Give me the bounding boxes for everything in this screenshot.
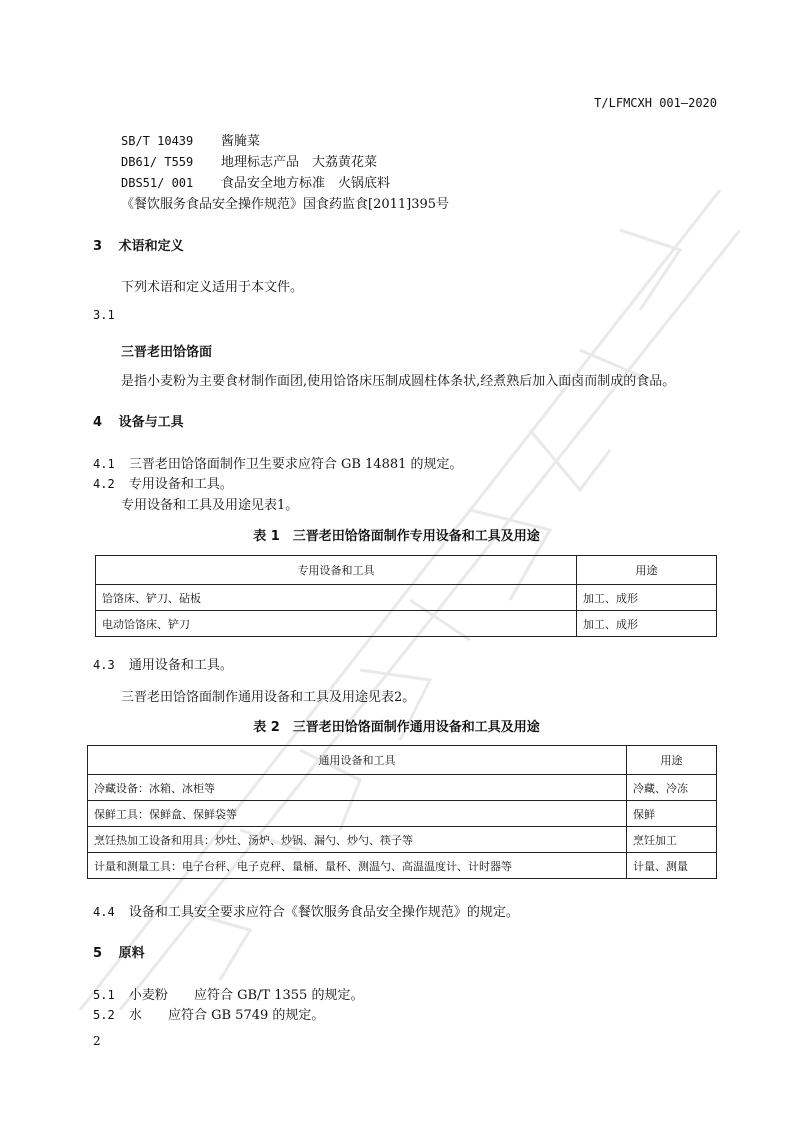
table-cell: 计量和测量工具：电子台秤、电子克秤、量桶、量杯、测温勺、高温温度计、计时器等 [88,853,627,879]
clause-number: 5.1 [93,988,115,1002]
clause-number: 4.3 [93,658,115,672]
clause-4-2-sub: 专用设备和工具及用途见表1。 [121,498,299,513]
reference-note: 《餐饮服务食品安全操作规范》国食药监食[2011]395号 [121,197,450,212]
table-cell: 烹饪加工 [627,827,717,853]
section-number: 3 [93,239,103,254]
table-header-cell: 用途 [627,746,717,775]
table-header-cell: 用途 [577,556,717,585]
clause-4-3-sub: 三晋老田饸饹面制作通用设备和工具及用途见表2。 [121,690,416,705]
clause-4-1 [93,453,463,472]
table-2 [87,745,717,879]
reference-code: SB/T 10439 [121,134,194,148]
table-cell: 电动饸饹床、铲刀 [96,611,577,637]
clause-4-4 [93,901,519,920]
table-row [88,853,717,879]
reference-code: DBS51/ 001 [121,176,194,190]
section-3-intro: 下列术语和定义适用于本文件。 [121,280,304,295]
reference-item [121,172,390,191]
clause-4-2 [93,473,233,492]
table-header-cell: 专用设备和工具 [96,556,577,585]
table-cell: 冷藏、冷冻 [627,775,717,801]
clause-5-1 [93,984,363,1003]
table-cell: 冷藏设备：冰箱、冰柜等 [88,775,627,801]
term-definition: 是指小麦粉为主要食材制作面团,使用饸饹床压制成圆柱体条状,经煮熟后加入面卤而制成的食品。 [121,374,676,389]
table-cell: 加工、成形 [577,611,717,637]
table-row [88,775,717,801]
section-title: 原料 [118,946,145,961]
clause-text: 三晋老田饸饹面制作卫生要求应符合 GB 14881 的规定。 [128,457,463,472]
table-header-row [88,746,717,775]
table-cell: 保鲜工具：保鲜盒、保鲜袋等 [88,801,627,827]
table-cell: 加工、成形 [577,585,717,611]
clause-4-3 [93,654,233,673]
clause-item: 小麦粉 [128,988,168,1003]
clause-text: 通用设备和工具。 [128,658,233,673]
table-cell: 保鲜 [627,801,717,827]
clause-5-2 [93,1004,324,1023]
clause-number: 4.2 [93,477,115,491]
table-cell: 饸饹床、铲刀、砧板 [96,585,577,611]
table-row [96,585,717,611]
clause-number: 4.4 [93,905,115,919]
clause-number: 3.1 [93,308,115,322]
section-title: 术语和定义 [118,239,184,254]
clause-item: 水 [128,1008,142,1023]
section-number: 5 [93,946,103,961]
clause-text: 设备和工具安全要求应符合《餐饮服务食品安全操作规范》的规定。 [128,905,519,920]
clause-text: 应符合 GB 5749 的规定。 [167,1008,325,1023]
clause-text: 专用设备和工具。 [128,477,233,492]
clause-number: 4.1 [93,457,115,471]
reference-name: 食品安全地方标准 火锅底料 [221,176,391,191]
table-1-caption: 表 1 三晋老田饸饹面制作专用设备和工具及用途 [253,529,540,544]
clause-number: 5.2 [93,1008,115,1022]
reference-code: DB61/ T559 [121,155,194,169]
table-2-caption: 表 2 三晋老田饸饹面制作通用设备和工具及用途 [253,720,540,735]
document-id: T/LFMCXH 001—2020 [594,96,717,110]
term-title: 三晋老田饸饹面 [121,345,213,360]
section-4-heading [93,411,184,430]
table-header-cell: 通用设备和工具 [88,746,627,775]
reference-item [121,130,260,149]
table-row [88,827,717,853]
table-row [96,611,717,637]
section-5-heading [93,942,145,961]
section-title: 设备与工具 [118,415,184,430]
table-cell: 烹饪热加工设备和用具：炒灶、汤炉、炒锅、漏勺、炒勺、筷子等 [88,827,627,853]
table-cell: 计量、测量 [627,853,717,879]
table-row [88,801,717,827]
page-number: 2 [93,1034,101,1048]
reference-name: 地理标志产品 大荔黄花菜 [221,155,378,170]
clause-text: 应符合 GB/T 1355 的规定。 [193,988,364,1003]
table-header-row [96,556,717,585]
table-1 [95,555,717,637]
section-3-heading [93,235,184,254]
reference-name: 酱腌菜 [221,134,261,149]
section-number: 4 [93,415,103,430]
reference-item [121,151,377,170]
